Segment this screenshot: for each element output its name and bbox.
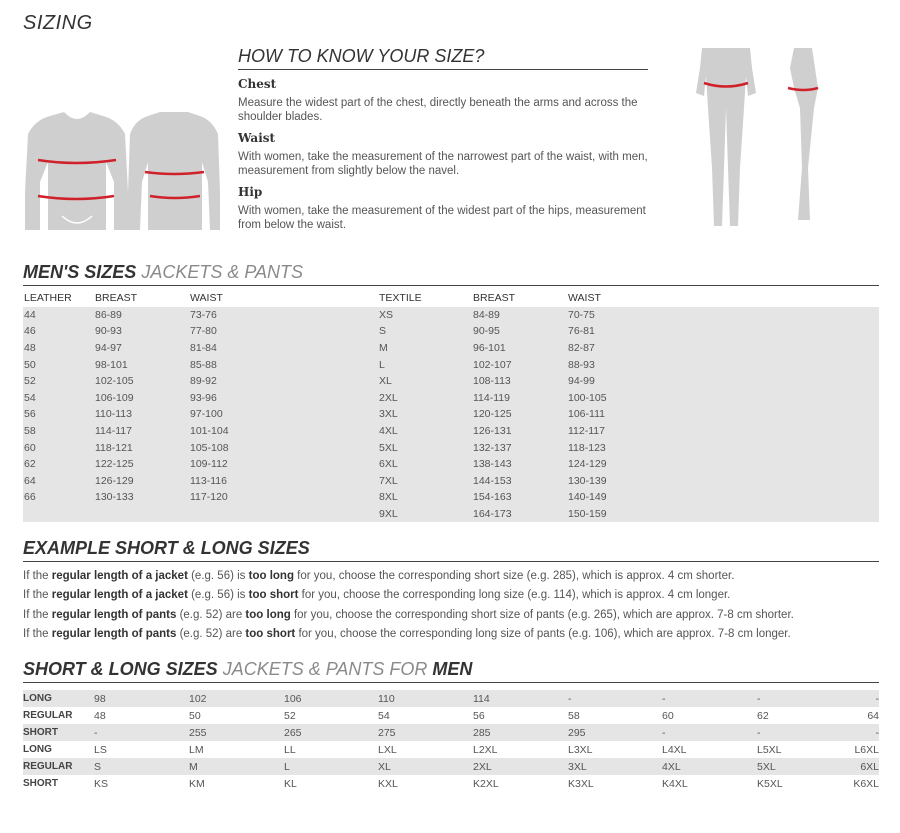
section-title-light: JACKETS & PANTS (136, 262, 304, 282)
short-long-heading (23, 659, 879, 683)
table-cell: 52 (23, 373, 94, 390)
table-cell: 126-129 (94, 473, 189, 490)
table-cell: 89-92 (189, 373, 378, 390)
table-cell: 90-93 (94, 323, 189, 340)
table-cell: 6XL (378, 456, 472, 473)
table-cell: 118-121 (94, 439, 189, 456)
table-cell: 130-133 (94, 489, 189, 506)
short-long-table (23, 690, 879, 792)
table-cell: - (757, 690, 851, 707)
table-cell: 3XL (568, 758, 662, 775)
table-cell (94, 506, 189, 523)
table-cell: 76-81 (567, 323, 879, 340)
howto-title: HOW TO KNOW YOUR SIZE? (238, 46, 648, 70)
example-text: (e.g. 52) are (176, 608, 246, 621)
table-cell: 118-123 (567, 439, 879, 456)
table-cell: - (851, 724, 879, 741)
table-cell: - (662, 690, 757, 707)
row-label: LONG (23, 744, 52, 755)
table-row (23, 356, 879, 373)
example-emphasis: too long (248, 570, 294, 582)
table-cell: 110-113 (94, 406, 189, 423)
table-cell: LS (94, 743, 107, 756)
table-cell: 66 (23, 489, 94, 506)
example-text: If the (23, 570, 52, 582)
table-cell: 90-95 (472, 323, 567, 340)
table-cell: - (851, 690, 879, 707)
table-cell: K2XL (473, 777, 499, 790)
table-cell: - (757, 724, 851, 741)
table-cell: 81-84 (189, 340, 378, 357)
row-label: SHORT (23, 778, 58, 789)
table-cell: 58 (23, 423, 94, 440)
table-cell: 106-111 (567, 406, 879, 423)
table-cell: 44 (23, 307, 94, 324)
column-header: WAIST (190, 292, 223, 305)
table-cell: 106-109 (94, 390, 189, 407)
example-emphasis: regular length of pants (51, 627, 177, 640)
table-cell: 114-117 (94, 423, 189, 440)
example-emphasis: regular length of a jacket (51, 570, 188, 582)
row-label: REGULAR (23, 758, 94, 775)
table-cell: 144-153 (472, 473, 567, 490)
table-cell: 60 (23, 439, 94, 456)
table-cell: 102-107 (472, 356, 567, 373)
table-cell: XL (378, 373, 472, 390)
row-label: REGULAR (23, 710, 73, 721)
section-title-bold-men: MEN (432, 659, 473, 679)
table-cell: 50 (23, 356, 94, 373)
table-cell: 106 (284, 690, 378, 707)
table-cell: LXL (378, 743, 397, 756)
table-cell: KS (94, 777, 109, 790)
table-cell: L2XL (473, 743, 498, 756)
table-cell: 62 (757, 709, 769, 722)
table-cell: 101-104 (189, 423, 378, 440)
table-cell: 7XL (378, 473, 472, 490)
column-header: WAIST (568, 292, 601, 305)
table-cell: 48 (94, 709, 106, 722)
table-cell: 275 (378, 724, 473, 741)
table-cell: 3XL (378, 406, 472, 423)
column-header: LEATHER (24, 292, 72, 305)
table-cell: 164-173 (472, 506, 567, 523)
table-row (23, 390, 879, 407)
column-header: BREAST (473, 292, 516, 305)
measure-heading: Waist (238, 131, 276, 145)
table-cell: 56 (473, 709, 485, 722)
measure-text: With women, take the measurement of the widest part of the hips, measurement from below the waist. (238, 205, 646, 231)
table-row (23, 456, 879, 473)
measure-heading: Hip (238, 185, 263, 199)
table-cell: 295 (568, 724, 662, 741)
example-emphasis: too long (245, 608, 291, 621)
table-cell: 94-99 (567, 373, 879, 390)
table-cell: 154-163 (472, 489, 567, 506)
table-cell: 96-101 (472, 340, 567, 357)
table-cell (23, 506, 94, 523)
table-row (23, 741, 879, 758)
table-cell: 113-116 (189, 473, 378, 490)
table-row (23, 323, 879, 340)
table-row (23, 423, 879, 440)
row-label: SHORT (23, 724, 94, 741)
table-row (23, 489, 879, 506)
table-cell: 110 (378, 690, 473, 707)
example-line (23, 606, 883, 625)
table-cell: 82-87 (567, 340, 879, 357)
table-cell: K3XL (568, 777, 594, 790)
example-line (23, 625, 883, 644)
table-cell: 109-112 (189, 456, 378, 473)
table-cell: K6XL (853, 777, 879, 790)
table-cell: 73-76 (189, 307, 378, 324)
table-cell: 64 (23, 473, 94, 490)
page-title: SIZING (23, 12, 93, 34)
table-cell: 150-159 (567, 506, 879, 523)
hip-measure-figures (690, 48, 830, 233)
example-text: for you, choose the corresponding long size of pants (e.g. 106), which are approx. 7-8 cm longer. (295, 627, 791, 640)
table-row (23, 724, 879, 741)
table-cell: M (378, 340, 472, 357)
table-cell: 97-100 (189, 406, 378, 423)
table-cell: L4XL (662, 743, 687, 756)
table-cell: KM (189, 777, 205, 790)
table-cell: 100-105 (567, 390, 879, 407)
table-cell: - (662, 724, 757, 741)
table-cell: 8XL (378, 489, 472, 506)
table-cell: L3XL (568, 743, 593, 756)
table-cell: 52 (284, 709, 296, 722)
table-cell: 138-143 (472, 456, 567, 473)
example-emphasis: too short (245, 627, 296, 640)
table-cell: XL (378, 758, 473, 775)
measure-heading: Chest (238, 77, 277, 91)
table-cell: L6XL (854, 743, 879, 756)
table-cell: 4XL (662, 758, 757, 775)
table-cell: 94-97 (94, 340, 189, 357)
row-label: LONG (23, 690, 94, 707)
table-cell: 58 (568, 709, 580, 722)
table-cell: 5XL (757, 758, 851, 775)
table-cell: 102 (189, 690, 284, 707)
table-cell (189, 506, 378, 523)
table-cell: 6XL (851, 758, 879, 775)
table-cell: 48 (23, 340, 94, 357)
table-cell: M (189, 758, 284, 775)
example-text: for you, choose the corresponding long size (e.g. 114), which is approx. 4 cm longer. (298, 589, 731, 602)
how-to-measure (238, 46, 648, 232)
table-cell: S (94, 758, 189, 775)
measure-hip (238, 185, 648, 232)
table-cell: 85-88 (189, 356, 378, 373)
table-cell: 64 (867, 709, 879, 722)
example-line (23, 567, 883, 586)
table-cell: L (378, 356, 472, 373)
table-row (23, 690, 879, 707)
table-cell: 86-89 (94, 307, 189, 324)
table-cell: 88-93 (567, 356, 879, 373)
table-cell: 93-96 (189, 390, 378, 407)
table-body (23, 690, 879, 792)
table-header-row (23, 290, 879, 307)
example-text: (e.g. 52) are (176, 627, 246, 640)
example-text: If the (23, 608, 52, 621)
example-text: (e.g. 56) is (187, 570, 249, 582)
example-text: If the (23, 589, 52, 602)
example-text: for you, choose the corresponding short size of pants (e.g. 265), which are approx. 7-8 cm shorter. (290, 608, 794, 621)
table-cell: 112-117 (567, 423, 879, 440)
table-cell: 56 (23, 406, 94, 423)
column-header: BREAST (95, 292, 138, 305)
table-row (23, 439, 879, 456)
table-cell: L5XL (757, 743, 782, 756)
table-cell: 46 (23, 323, 94, 340)
example-text: for you, choose the corresponding short size (e.g. 285), which is approx. 4 cm shorter. (293, 570, 735, 582)
table-cell: 105-108 (189, 439, 378, 456)
table-cell: 114 (473, 690, 568, 707)
table-cell: 285 (473, 724, 568, 741)
table-cell: 54 (378, 709, 390, 722)
table-cell: 130-139 (567, 473, 879, 490)
mens-sizes-heading (23, 262, 879, 286)
table-cell: - (94, 724, 189, 741)
section-title-light: JACKETS & PANTS FOR (217, 659, 433, 679)
table-cell: 5XL (378, 439, 472, 456)
table-cell: 132-137 (472, 439, 567, 456)
table-row (23, 758, 879, 775)
example-emphasis: regular length of a jacket (51, 589, 188, 602)
table-row (23, 707, 879, 724)
section-title-bold: SHORT & LONG SIZES (23, 659, 218, 679)
example-line (23, 586, 883, 605)
table-cell: KXL (378, 777, 398, 790)
example-text: (e.g. 56) is (187, 589, 249, 602)
column-header: TEXTILE (379, 292, 422, 305)
measure-text: With women, take the measurement of the narrowest part of the waist, with men, measurement from slightly below the navel. (238, 151, 648, 177)
table-row (23, 473, 879, 490)
table-cell: 265 (284, 724, 378, 741)
table-cell: S (378, 323, 472, 340)
table-cell: 2XL (378, 390, 472, 407)
table-cell: 98 (94, 690, 189, 707)
table-cell: K4XL (662, 777, 688, 790)
table-cell: 140-149 (567, 489, 879, 506)
example-text: If the (23, 627, 52, 640)
table-row (23, 775, 879, 792)
table-cell: XS (378, 307, 472, 324)
table-cell: 120-125 (472, 406, 567, 423)
table-cell: 255 (189, 724, 284, 741)
table-cell: 124-129 (567, 456, 879, 473)
measure-chest (238, 77, 648, 124)
measure-waist (238, 131, 648, 178)
table-cell: 114-119 (472, 390, 567, 407)
example-emphasis: regular length of pants (51, 608, 177, 621)
table-cell: 54 (23, 390, 94, 407)
section-title-bold: EXAMPLE SHORT & LONG SIZES (23, 538, 310, 558)
example-heading (23, 538, 879, 562)
mens-size-table (23, 290, 879, 522)
table-cell: KL (284, 777, 297, 790)
table-cell: 60 (662, 709, 674, 722)
table-cell: LM (189, 743, 204, 756)
example-emphasis: too short (248, 589, 299, 602)
table-cell: 126-131 (472, 423, 567, 440)
table-cell: 2XL (473, 758, 568, 775)
section-title-bold: MEN'S SIZES (23, 262, 137, 282)
table-cell: 70-75 (567, 307, 879, 324)
table-cell: L (284, 758, 378, 775)
table-row (23, 506, 879, 523)
table-cell: K5XL (757, 777, 783, 790)
table-cell: 4XL (378, 423, 472, 440)
table-cell: 117-120 (189, 489, 378, 506)
table-cell: 108-113 (472, 373, 567, 390)
table-cell: 122-125 (94, 456, 189, 473)
examples-list (23, 567, 883, 644)
table-row (23, 307, 879, 324)
table-row (23, 406, 879, 423)
measure-text: Measure the widest part of the chest, directly beneath the arms and across the shoulder blades. (238, 97, 638, 123)
table-cell: LL (284, 743, 296, 756)
table-row (23, 373, 879, 390)
table-row (23, 340, 879, 357)
table-cell: 102-105 (94, 373, 189, 390)
table-cell: 50 (189, 709, 201, 722)
table-cell: - (568, 690, 662, 707)
table-cell: 77-80 (189, 323, 378, 340)
table-cell: 98-101 (94, 356, 189, 373)
table-cell: 62 (23, 456, 94, 473)
torso-measure-figures (20, 112, 225, 234)
table-cell: 84-89 (472, 307, 567, 324)
table-body (23, 307, 879, 523)
table-cell: 9XL (378, 506, 472, 523)
